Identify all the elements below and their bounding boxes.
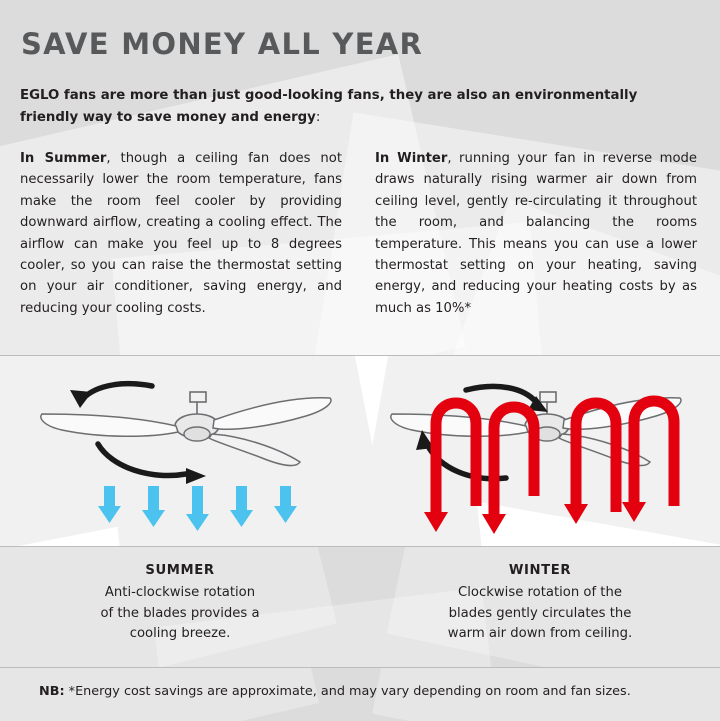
caption-row bbox=[0, 547, 720, 645]
winter-column-lead: In Winter bbox=[375, 151, 448, 167]
two-column-body bbox=[20, 148, 700, 319]
fan-illustrations bbox=[0, 356, 720, 546]
downflow-arrow bbox=[186, 486, 209, 531]
footnote-label: NB: bbox=[39, 684, 65, 699]
caption-section bbox=[0, 546, 720, 667]
winter-column bbox=[375, 148, 697, 319]
winter-caption-line: warm air down from ceiling. bbox=[447, 626, 633, 642]
intro-bold-text: EGLO fans are more than just good-looking fans, they are also an environmentally friendly way to save money and energy bbox=[20, 88, 638, 125]
winter-rotation-arrow-upper bbox=[466, 386, 536, 402]
illustration-section bbox=[0, 355, 720, 546]
summer-rotation-arrow-lower bbox=[98, 444, 186, 476]
intro-content bbox=[0, 0, 720, 319]
summer-column-body: , though a ceiling fan does not necessarily lower the room temperature, fans make the room feel cooler by providing downward airflow, creating a cooling effect. The airflow can make you feel up to 8 degrees cooler, so you can raise the thermostat setting on your air conditioner, saving energy, and reducing your cooling costs. bbox=[20, 151, 343, 316]
intro-section bbox=[0, 0, 720, 355]
winter-caption-line: blades gently circulates the bbox=[448, 605, 632, 621]
intro-tail-text: : bbox=[315, 109, 321, 125]
footnote-text bbox=[0, 668, 720, 699]
downflow-arrow bbox=[98, 486, 121, 523]
summer-column-lead: In Summer bbox=[20, 151, 107, 167]
footnote-note: *Energy cost savings are approximate, and may vary depending on room and fan sizes. bbox=[68, 684, 631, 699]
winter-caption-line: Clockwise rotation of the bbox=[458, 585, 622, 601]
summer-column bbox=[20, 148, 342, 319]
summer-ceiling-fan-icon bbox=[41, 392, 331, 465]
summer-downflow-arrows bbox=[98, 486, 297, 531]
downflow-arrow bbox=[142, 486, 165, 527]
summer-caption-line: cooling breeze. bbox=[129, 626, 231, 642]
summer-caption-line: Anti-clockwise rotation bbox=[104, 585, 256, 601]
intro-paragraph bbox=[20, 85, 700, 128]
footnote-section bbox=[0, 667, 720, 721]
summer-caption-line: of the blades provides a bbox=[100, 605, 260, 621]
winter-column-body: , running your fan in reverse mode draws naturally rising warmer air down from ceiling level, gently re-circulating it throughout the room, and balancing the rooms temperature. This means you can use a lower thermostat setting on your heating, saving energy, and reducing your heating costs by as much as 10%* bbox=[375, 151, 697, 316]
winter-caption-title: WINTER bbox=[508, 563, 572, 578]
downflow-arrow bbox=[274, 486, 297, 523]
summer-arrowhead-upper bbox=[70, 390, 92, 408]
downflow-arrow bbox=[230, 486, 253, 527]
winter-caption bbox=[360, 561, 720, 645]
page-title: SAVE MONEY ALL YEAR bbox=[21, 27, 424, 61]
summer-caption bbox=[0, 561, 360, 645]
summer-caption-title: SUMMER bbox=[145, 563, 215, 578]
summer-arrowhead-lower bbox=[186, 468, 206, 484]
